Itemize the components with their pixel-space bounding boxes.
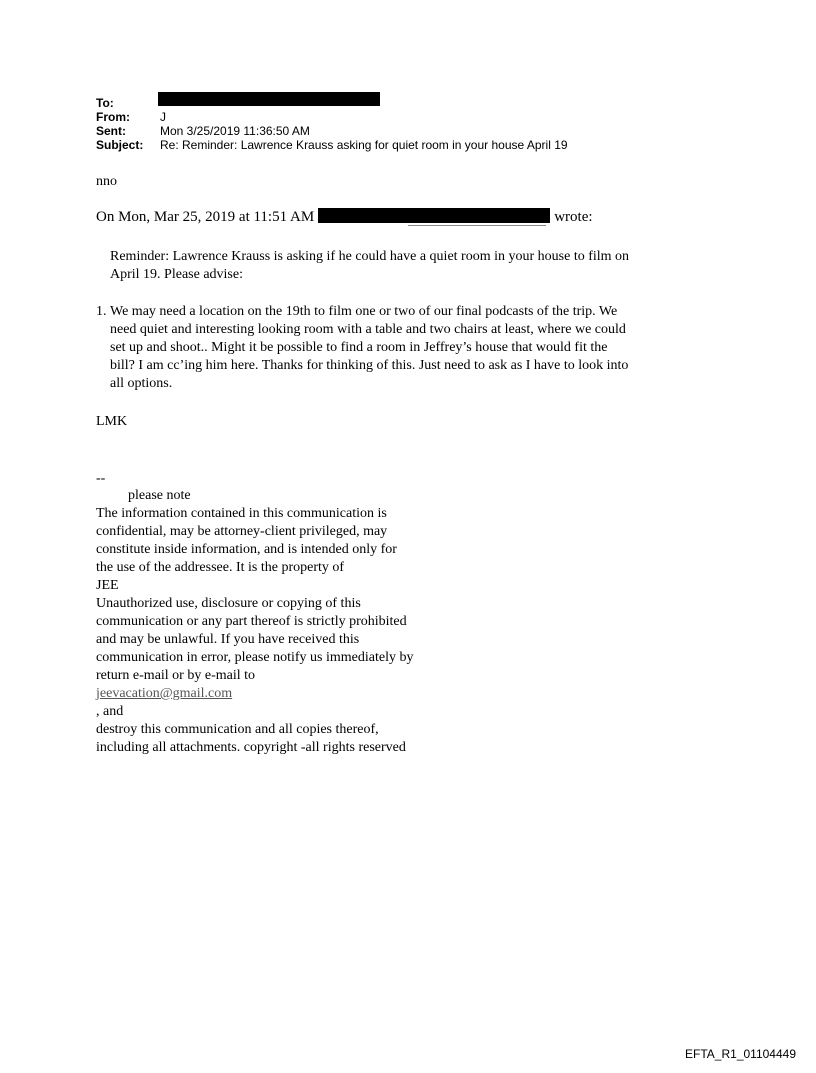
disclaimer-line: constitute inside information, and is intended only for — [96, 542, 397, 557]
quote-intro — [96, 208, 593, 226]
reply-text: nno — [96, 174, 117, 189]
from-label: From: — [96, 110, 130, 124]
quote-intro-suffix: wrote: — [554, 209, 593, 225]
item-line: bill? I am cc’ing him here. Thanks for thinking of this. Just need to ask as I have to look into — [110, 358, 629, 373]
signature-note: please note — [128, 488, 191, 503]
sent-label: Sent: — [96, 124, 126, 138]
list-item-text — [110, 303, 716, 393]
header-sent-row — [96, 124, 568, 138]
from-value: J — [160, 110, 166, 124]
document-id: EFTA_R1_01104449 — [685, 1047, 796, 1061]
list-item-number: 1. — [96, 304, 107, 319]
item-line: We may need a location on the 19th to film one or two of our final podcasts of the trip. We — [110, 304, 618, 319]
signoff-text: LMK — [96, 414, 128, 429]
email-line-suffix: , and — [96, 704, 124, 719]
redacted-link-underline — [408, 225, 546, 226]
disclaimer-line: communication or any part thereof is strictly prohibited — [96, 614, 407, 629]
disclaimer-line: Unauthorized use, disclosure or copying of this — [96, 596, 361, 611]
header-from-row — [96, 110, 568, 124]
disclaimer-line: communication in error, please notify us immediately by — [96, 650, 414, 665]
email-link[interactable]: jeevacation@gmail.com — [96, 686, 233, 701]
disclaimer-line: JEE — [96, 578, 119, 593]
to-redaction-bar — [158, 92, 380, 106]
disclaimer-line: destroy this communication and all copies thereof, — [96, 722, 379, 737]
disclaimer-line: and may be unlawful. If you have received this — [96, 632, 360, 647]
disclaimer-line: The information contained in this communication is — [96, 506, 387, 521]
confidentiality-disclaimer — [96, 505, 476, 757]
reminder-paragraph — [110, 248, 710, 284]
to-label: To: — [96, 96, 114, 110]
item-line: need quiet and interesting looking room with a table and two chairs at least, where we could — [110, 322, 626, 337]
item-line: set up and shoot.. Might it be possible to find a room in Jeffrey’s house that would fit the — [110, 340, 608, 355]
subject-value: Re: Reminder: Lawrence Krauss asking for quiet room in your house April 19 — [160, 138, 568, 152]
sent-value: Mon 3/25/2019 11:36:50 AM — [160, 124, 310, 138]
header-subject-row — [96, 138, 568, 152]
disclaimer-email-line — [96, 667, 476, 721]
reminder-line-1: Reminder: Lawrence Krauss is asking if he could have a quiet room in your house to film on — [110, 249, 630, 264]
quote-intro-prefix: On Mon, Mar 25, 2019 at 11:51 AM — [96, 209, 315, 225]
subject-label: Subject: — [96, 138, 144, 152]
disclaimer-line: confidential, may be attorney-client privileged, may — [96, 524, 388, 539]
sender-redaction-bar — [318, 208, 550, 223]
email-line-prefix: return e-mail or by e-mail to — [96, 668, 255, 683]
disclaimer-line: the use of the addressee. It is the property of — [96, 560, 345, 575]
disclaimer-line: including all attachments. copyright -all rights reserved — [96, 740, 406, 755]
list-item-1 — [96, 303, 716, 393]
signature-separator: -- — [96, 471, 106, 486]
reminder-line-2: April 19. Please advise: — [110, 267, 243, 282]
item-line: all options. — [110, 376, 173, 391]
